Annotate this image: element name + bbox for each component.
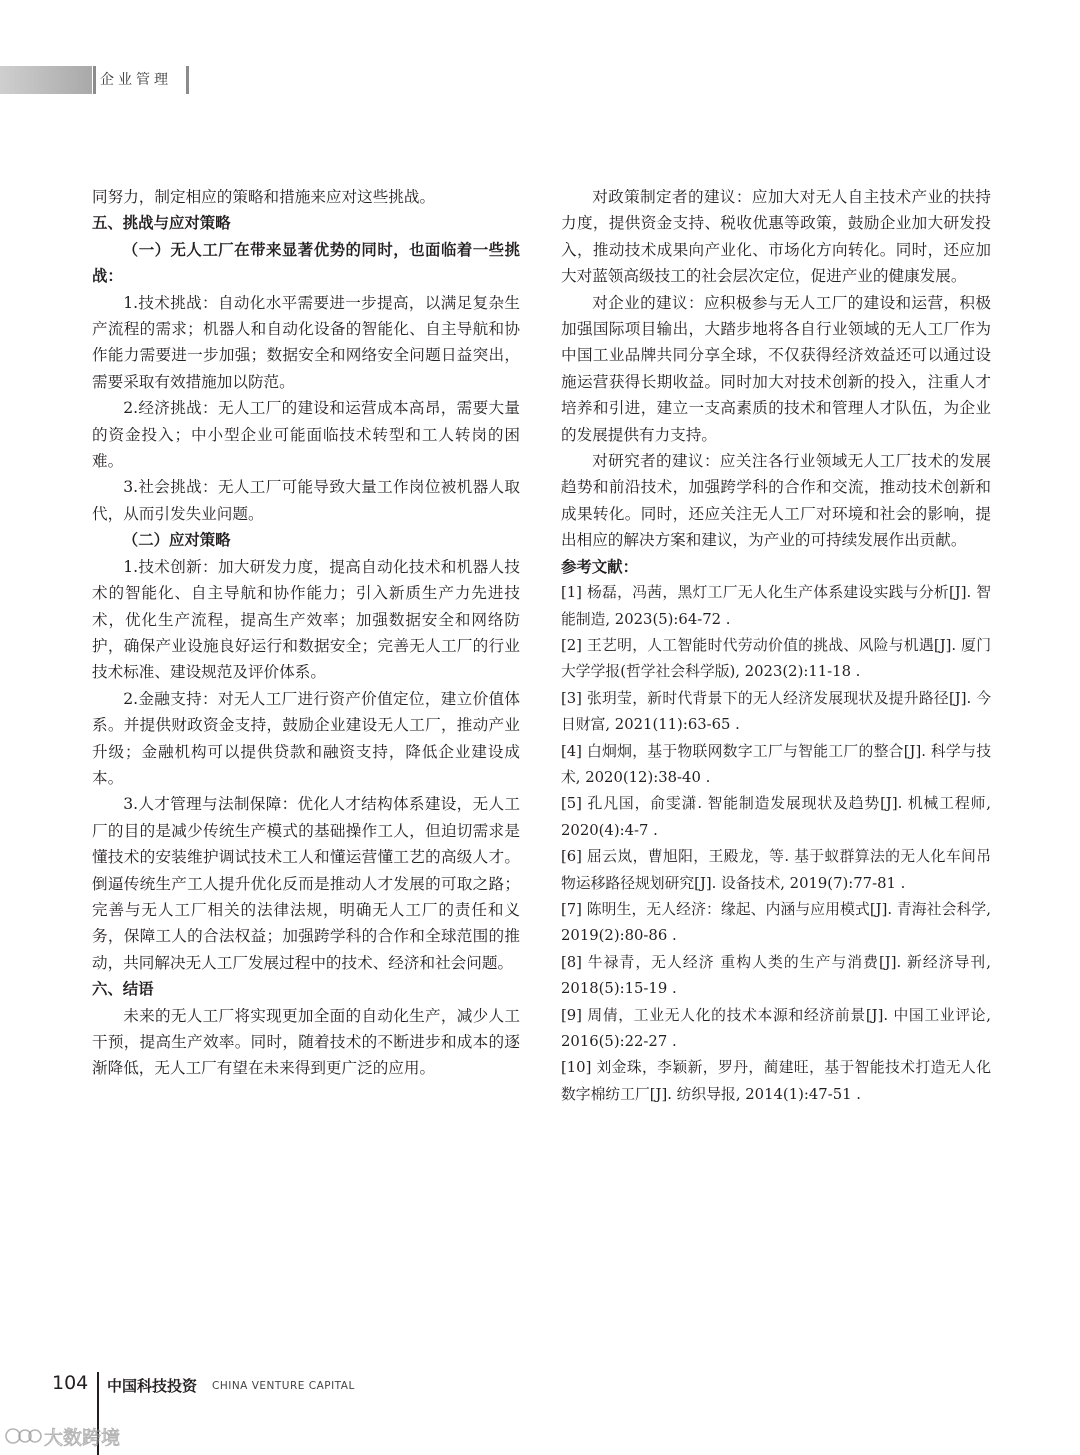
header-gray-bar xyxy=(0,66,92,94)
section-label: 企业管理 xyxy=(100,72,172,88)
header-divider xyxy=(186,66,189,94)
watermark xyxy=(4,1420,120,1452)
subsection-heading: （一）无人工厂在带来显著优势的同时，也面临着一些挑战： xyxy=(92,240,520,286)
reference-item: [5] 孔凡国，俞雯潇. 智能制造发展现状及趋势[J]. 机械工程师, 2020(4):4-7 . xyxy=(561,795,991,839)
paragraph: 1.技术挑战：自动化水平需要进一步提高，以满足复杂生产流程的需求；机器人和自动化设备的智能化、自主导航和协作能力需要进一步加强；数据安全和网络安全问题日益突出，需要采取有效措施加以防范。 xyxy=(92,293,520,391)
reference-item: [10] 刘金珠，李颖新，罗丹，蔺建旺，基于智能技术打造无人化数字棉纺工厂[J]. 纺织导报, 2014(1):47-51 . xyxy=(561,1059,991,1103)
section-heading: 六、结语 xyxy=(92,980,154,999)
watermark-logo-icon xyxy=(4,1423,42,1449)
paragraph: 2.经济挑战：无人工厂的建设和运营成本高昂，需要大量的资金投入；中小型企业可能面临技术转型和工人转岗的困难。 xyxy=(92,399,520,471)
paragraph: 对研究者的建议：应关注各行业领域无人工厂技术的发展趋势和前沿技术，加强跨学科的合作和交流，推动技术创新和成果转化。同时，还应关注无人工厂对环境和社会的影响，提出相应的解决方案和建议，为产业的可持续发展作出贡献。 xyxy=(561,452,991,550)
right-column xyxy=(561,184,991,1108)
reference-item: [1] 杨磊，冯茜，黑灯工厂无人化生产体系建设实践与分析[J]. 智能制造, 2023(5):64-72 . xyxy=(561,584,991,628)
reference-item: [8] 牛禄青，无人经济 重构人类的生产与消费[J]. 新经济导刊, 2018(5):15-19 . xyxy=(561,953,991,998)
magazine-name-cn: 中国科技投资 xyxy=(107,1377,198,1395)
reference-item: [7] 陈明生，无人经济：缘起、内涵与应用模式[J]. 青海社会科学, 2019(2):80-86 . xyxy=(561,900,991,945)
paragraph: 对政策制定者的建议：应加大对无人自主技术产业的扶持力度，提供资金支持、税收优惠等政策，鼓励企业加大研发投入，推动技术成果向产业化、市场化方向转化。同时，还应加大对蓝领高级技工的社会层次定位，促进产业的健康发展。 xyxy=(561,188,991,286)
page-number: 104 xyxy=(52,1372,89,1394)
reference-item: [9] 周倩，工业无人化的技术本源和经济前景[J]. 中国工业评论, 2016(5):22-27 . xyxy=(561,1006,991,1050)
paragraph: 3.社会挑战：无人工厂可能导致大量工作岗位被机器人取代，从而引发失业问题。 xyxy=(92,478,520,523)
header-divider xyxy=(93,66,96,94)
reference-item: [6] 屈云岚，曹旭阳，王殿龙，等. 基于蚁群算法的无人化车间吊物运移路径规划研究[J]. 设备技术, 2019(7):77-81 . xyxy=(561,848,991,892)
left-column xyxy=(92,184,520,1082)
paragraph: 未来的无人工厂将实现更加全面的自动化生产，减少人工干预，提高生产效率。同时，随着技术的不断进步和成本的逐渐降低，无人工厂有望在未来得到更广泛的应用。 xyxy=(92,1006,520,1078)
paragraph: 2.金融支持：对无人工厂进行资产价值定位，建立价值体系。并提供财政资金支持，鼓励企业建设无人工厂，推动产业升级；金融机构可以提供贷款和融资支持，降低企业建设成本。 xyxy=(92,689,520,787)
references-heading: 参考文献： xyxy=(561,557,638,576)
paragraph: 1.技术创新：加大研发力度，提高自动化技术和机器人技术的智能化、自主导航和协作能力；引入新质生产力先进技术，优化生产流程，提高生产效率；加强数据安全和网络防护，确保产业设施良好运行和数据安全；完善无人工厂的行业技术标准、建设规范及评价体系。 xyxy=(92,557,520,682)
reference-item: [4] 白炯炯，基于物联网数字工厂与智能工厂的整合[J]. 科学与技术, 2020(12):38-40 . xyxy=(561,742,991,786)
paragraph: 对企业的建议：应积极参与无人工厂的建设和运营，积极加强国际项目输出，大踏步地将各自行业领域的无人工厂作为中国工业品牌共同分享全球，不仅获得经济效益还可以通过设施运营获得长期收益。同时加大对技术创新的投入，注重人才培养和引进，建立一支高素质的技术和管理人才队伍，为企业的发展提供有力支持。 xyxy=(561,293,991,444)
paragraph: 3.人才管理与法制保障：优化人才结构体系建设，无人工厂的目的是减少传统生产模式的基础操作工人，但迫切需求是懂技术的安装维护调试技术工人和懂运营懂工艺的高级人才。倒逼传统生产工人提升优化反而是推动人才发展的可取之路；完善与无人工厂相关的法律法规，明确无人工厂的责任和义务，保障工人的合法权益；加强跨学科的合作和全球范围的推动，共同解决无人工厂发展过程中的技术、经济和社会问题。 xyxy=(92,795,520,972)
watermark-text: 大数跨境 xyxy=(44,1426,121,1449)
magazine-name-en: CHINA VENTURE CAPITAL xyxy=(212,1380,355,1392)
subsection-heading: （二）应对策略 xyxy=(122,531,231,550)
section-heading: 五、挑战与应对策略 xyxy=(92,214,231,233)
reference-item: [2] 王艺明，人工智能时代劳动价值的挑战、风险与机遇[J]. 厦门大学学报(哲学社会科学版), 2023(2):11-18 . xyxy=(561,636,991,681)
reference-list xyxy=(561,580,991,1108)
reference-item: [3] 张玥莹，新时代背景下的无人经济发展现状及提升路径[J]. 今日财富, 2021(11):63-65 . xyxy=(561,689,991,734)
paragraph: 同努力，制定相应的策略和措施来应对这些挑战。 xyxy=(92,188,436,206)
